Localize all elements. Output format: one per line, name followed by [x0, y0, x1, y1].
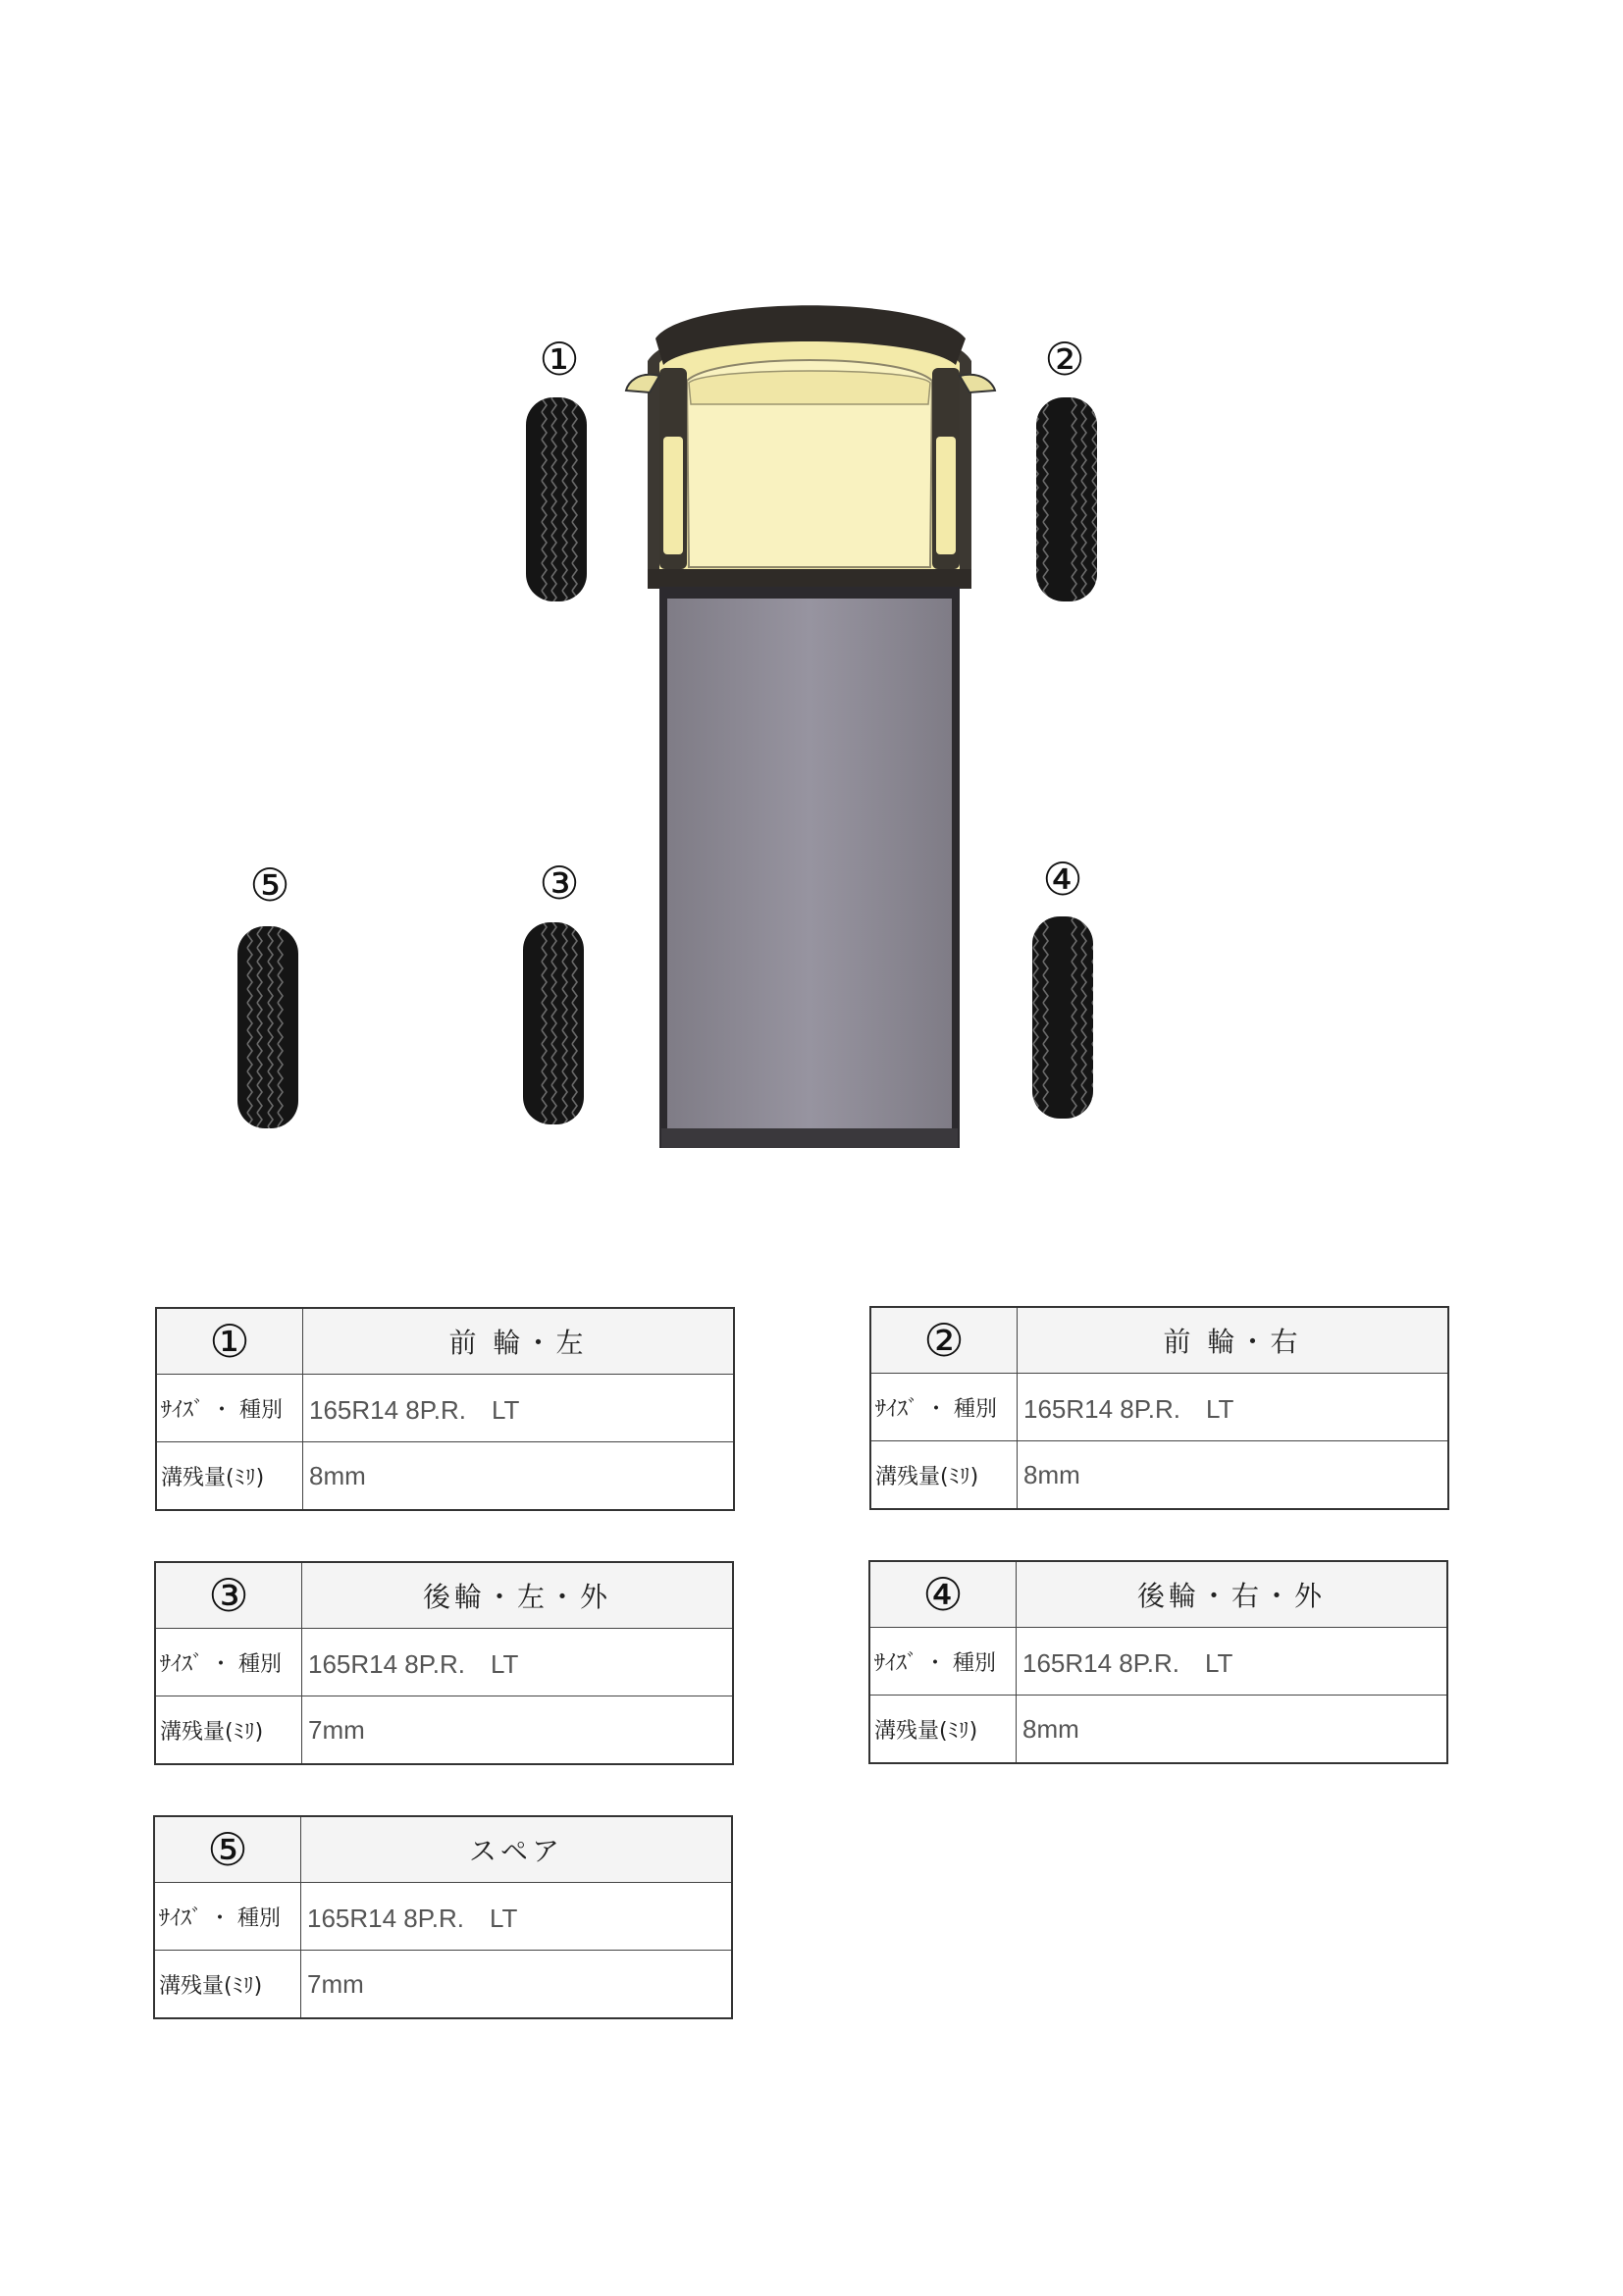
marker-2: ②: [1044, 333, 1085, 386]
tire-spare: [237, 926, 298, 1128]
truck-cab: [626, 305, 995, 589]
tread-label: 溝残量(ﾐﾘ): [156, 1442, 303, 1511]
marker-1: ①: [539, 333, 580, 386]
tire-front-left: [526, 397, 587, 601]
size-label: ｻｲｽﾞ ・ 種別: [869, 1628, 1017, 1696]
tire-rear-right-outer: [1032, 916, 1093, 1119]
table-number: ③: [155, 1562, 302, 1629]
table-number: ②: [870, 1307, 1018, 1374]
tread-label: 溝残量(ﾐﾘ): [869, 1696, 1017, 1764]
marker-4: ④: [1042, 853, 1083, 906]
table-title: 後輪・右・外: [1017, 1561, 1448, 1628]
table-title: 前 輪・左: [303, 1308, 735, 1375]
tread-value: 8mm: [1018, 1441, 1449, 1510]
tire-table-3: [154, 1561, 734, 1765]
table-title: 前 輪・右: [1018, 1307, 1449, 1374]
tread-value: 8mm: [303, 1442, 735, 1511]
size-label: ｻｲｽﾞ ・ 種別: [156, 1375, 303, 1442]
tire-table-5: [153, 1815, 733, 2019]
tire-table-1: [155, 1307, 735, 1511]
tread-value: 7mm: [301, 1951, 733, 2019]
tread-label: 溝残量(ﾐﾘ): [155, 1696, 302, 1765]
size-label: ｻｲｽﾞ ・ 種別: [155, 1629, 302, 1696]
size-value: 165R14 8P.R. LT: [1017, 1628, 1448, 1696]
table-number: ⑤: [154, 1816, 301, 1883]
tread-value: 8mm: [1017, 1696, 1448, 1764]
tire-table-2: [869, 1306, 1449, 1510]
table-title: スペア: [301, 1816, 733, 1883]
tread-value: 7mm: [302, 1696, 734, 1765]
table-number: ④: [869, 1561, 1017, 1628]
tire-table-4: [868, 1560, 1448, 1764]
tread-label: 溝残量(ﾐﾘ): [870, 1441, 1018, 1510]
size-value: 165R14 8P.R. LT: [1018, 1374, 1449, 1441]
tire-front-right: [1036, 397, 1097, 601]
marker-5: ⑤: [249, 859, 290, 912]
size-label: ｻｲｽﾞ ・ 種別: [154, 1883, 301, 1951]
marker-3: ③: [539, 857, 580, 910]
table-title: 後輪・左・外: [302, 1562, 734, 1629]
truck-bed: [659, 587, 960, 1148]
size-label: ｻｲｽﾞ ・ 種別: [870, 1374, 1018, 1441]
table-number: ①: [156, 1308, 303, 1375]
tire-rear-left-outer: [523, 922, 584, 1124]
size-value: 165R14 8P.R. LT: [301, 1883, 733, 1951]
size-value: 165R14 8P.R. LT: [302, 1629, 734, 1696]
tread-label: 溝残量(ﾐﾘ): [154, 1951, 301, 2019]
size-value: 165R14 8P.R. LT: [303, 1375, 735, 1442]
